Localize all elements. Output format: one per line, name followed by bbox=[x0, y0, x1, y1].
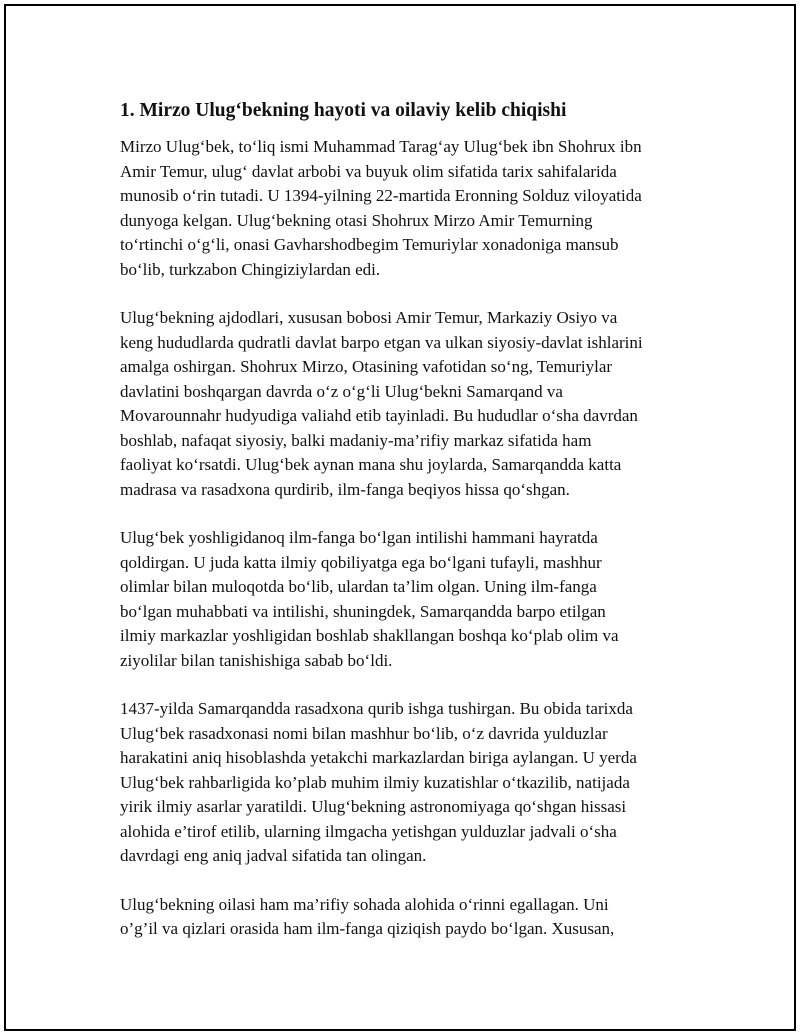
text-line: bo‘lib, turkzabon Chingiziylardan edi. bbox=[120, 259, 381, 279]
text-line: ziyolilar bilan tanishishiga sabab bo‘ldi. bbox=[120, 650, 393, 670]
paragraph-3 bbox=[120, 526, 680, 673]
text-line: Ulug‘bekning oilasi ham ma’rifiy sohada alohida o‘rinni egallagan. Uni bbox=[120, 894, 609, 914]
text-line: davlatini boshqargan davrda o‘z o‘g‘li Ulug‘bekni Samarqand va bbox=[120, 381, 563, 401]
text-line: davrdagi eng aniq jadval sifatida tan olingan. bbox=[120, 846, 427, 865]
text-line: harakatini aniq hisoblashda yetakchi markazlardan biriga aylangan. U yerda bbox=[120, 748, 637, 767]
text-line: Ulug‘bek rasadxonasi nomi bilan mashhur bo‘lib, o‘z davrida yulduzlar bbox=[120, 723, 608, 743]
text-line: Amir Temur, ulug‘ davlat arbobi va buyuk olim sifatida tarix sahifalarida bbox=[120, 161, 617, 181]
text-line: bo‘lgan muhabbati va intilishi, shuningdek, Samarqandda barpo etilgan bbox=[120, 601, 606, 621]
paragraph-2 bbox=[120, 306, 680, 502]
text-line: olimlar bilan muloqotda bo‘lib, ulardan ta’lim olgan. Uning ilm-fanga bbox=[120, 577, 597, 596]
section-heading: 1. Mirzo Ulug‘bekning hayoti va oilaviy kelib chiqishi bbox=[120, 100, 567, 121]
text-line: madrasa va rasadxona qurdirib, ilm-fanga beqiyos hissa qo‘shgan. bbox=[120, 479, 570, 499]
text-line: keng hududlarda qudratli davlat barpo etgan va ulkan siyosiy-davlat ishlarini bbox=[120, 332, 643, 352]
text-line: Ulug‘bekning ajdodlari, xususan bobosi Amir Temur, Markaziy Osiyo va bbox=[120, 308, 618, 327]
text-line: alohida e’tirof etilib, ularning ilmgacha yetishgan yulduzlar jadvali o‘sha bbox=[120, 821, 617, 841]
paragraph-4 bbox=[120, 697, 680, 869]
text-line: ilmiy markazlar yoshligidan boshlab shakllangan boshqa ko‘plab olim va bbox=[120, 626, 619, 645]
text-line: to‘rtinchi o‘g‘li, onasi Gavharshodbegim Temuriylar xonadoniga mansub bbox=[120, 235, 619, 254]
paragraph-5 bbox=[120, 893, 680, 942]
paragraph-1 bbox=[120, 135, 680, 282]
text-line: Ulug‘bek yoshligidanoq ilm-fanga bo‘lgan intilishi hammani hayratda bbox=[120, 528, 598, 547]
text-line: Ulug‘bek rahbarligida ko’plab muhim ilmiy kuzatishlar o‘tkazilib, natijada bbox=[120, 772, 630, 792]
text-line: faoliyat ko‘rsatdi. Ulug‘bek aynan mana shu joylarda, Samarqandda katta bbox=[120, 455, 622, 474]
text-line: Movarounnahr hudyudiga valiahd etib tayinladi. Bu hududlar o‘sha davrdan bbox=[120, 406, 638, 425]
document-page bbox=[4, 4, 796, 1031]
text-line: dunyoga kelgan. Ulug‘bekning otasi Shohrux Mirzo Amir Temurning bbox=[120, 210, 593, 230]
text-line: qoldirgan. U juda katta ilmiy qobiliyatga ega bo‘lgani tufayli, mashhur bbox=[120, 552, 602, 572]
text-line: boshlab, nafaqat siyosiy, balki madaniy-ma’rifiy markaz sifatida ham bbox=[120, 430, 592, 450]
document-body bbox=[120, 99, 680, 966]
text-line: yirik ilmiy asarlar yaratildi. Ulug‘bekning astronomiyaga qo‘shgan hissasi bbox=[120, 797, 627, 816]
text-line: amalga oshirgan. Shohrux Mirzo, Otasining vafotidan so‘ng, Temuriylar bbox=[120, 357, 613, 376]
text-line: munosib o‘rin tutadi. U 1394-yilning 22-martida Eronning Solduz viloyatida bbox=[120, 186, 642, 205]
text-line: Mirzo Ulug‘bek, to‘liq ismi Muhammad Tarag‘ay Ulug‘bek ibn Shohrux ibn bbox=[120, 137, 642, 156]
text-line: o’g’il va qizlari orasida ham ilm-fanga qiziqish paydo bo‘lgan. Xususan, bbox=[120, 919, 615, 938]
text-line: 1437-yilda Samarqandda rasadxona qurib ishga tushirgan. Bu obida tarixda bbox=[120, 699, 633, 718]
